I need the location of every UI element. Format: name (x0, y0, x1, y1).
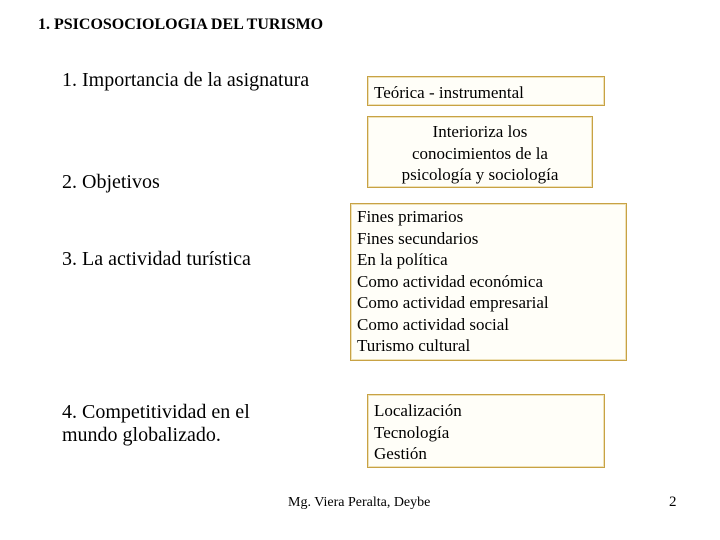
box-line: Como actividad empresarial (357, 293, 549, 312)
page-number: 2 (669, 494, 677, 510)
box-line: Gestión (374, 444, 427, 463)
item-actividad-box (350, 203, 627, 361)
box-line: psicología y sociología (401, 165, 559, 184)
box-line: Fines primarios (357, 207, 464, 226)
box-line: Turismo cultural (357, 336, 471, 355)
box-line: Como actividad económica (357, 271, 543, 291)
box-line: Como actividad social (357, 314, 510, 334)
item-competitividad-box (367, 394, 605, 468)
item-actividad-label: 3. La actividad turística (62, 248, 251, 270)
box-line: En la política (357, 250, 448, 269)
box-line: Interioriza los (432, 122, 528, 141)
box-line: Fines secundarios (357, 228, 479, 248)
item-importancia-label: 1. Importancia de la asignatura (62, 69, 310, 91)
box-line: Tecnología (374, 422, 450, 442)
label-line: mundo globalizado. (62, 424, 221, 446)
box-line: conocimientos de la (412, 143, 548, 163)
item-competitividad-label (62, 401, 250, 447)
item-importancia-box (367, 76, 605, 106)
item-objetivos-box (367, 116, 593, 188)
item-objetivos-label: 2. Objetivos (62, 171, 160, 193)
box-line: Localización (374, 401, 462, 420)
box-line: Teórica - instrumental (374, 83, 524, 102)
slide-heading: 1. PSICOSOCIOLOGIA DEL TURISMO (38, 16, 324, 33)
label-line: 4. Competitividad en el (62, 401, 250, 423)
footer-author: Mg. Viera Peralta, Deybe (288, 495, 431, 510)
